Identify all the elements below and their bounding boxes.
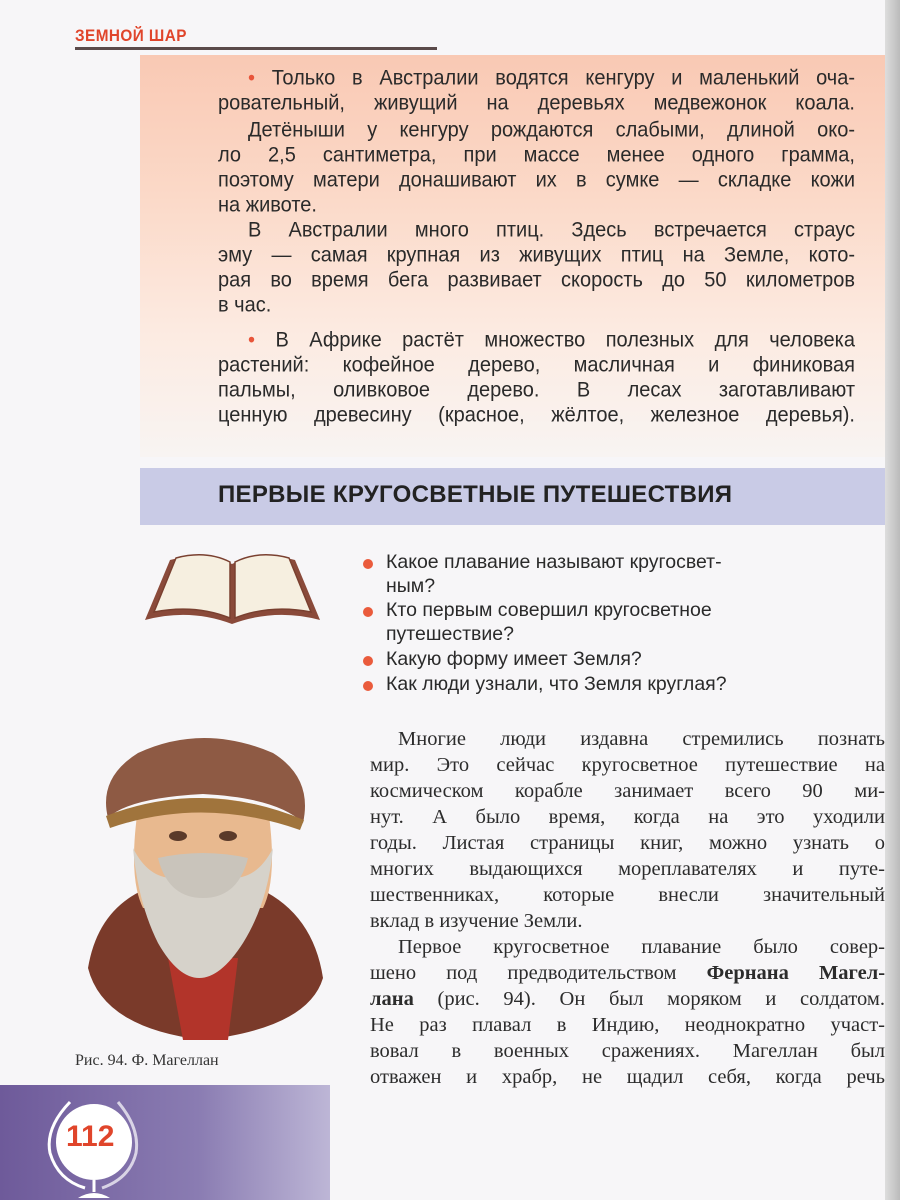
text-line: многих выдающихся мореплавателях и путе- [370, 858, 885, 880]
question-line: путешествие? [386, 623, 514, 645]
bullet-icon [363, 559, 373, 569]
text-line: рая во время бега развивает скорость до 50 километров [218, 268, 855, 292]
page-edge [885, 0, 900, 1200]
text-line: годы. Листая страницы книг, можно узнать о [370, 832, 885, 854]
text: Только в Австралии водятся кенгуру и маленький оча- [271, 66, 855, 90]
question-line: ным? [386, 575, 436, 597]
text-line: отважен и храбр, не щадил себя, когда речь [370, 1066, 885, 1088]
question-line: Какое плавание называют кругосвет- [386, 551, 722, 573]
question-line: Как люди узнали, что Земля круглая? [386, 673, 727, 695]
text-line: эму — самая крупная из живущих птиц на Земле, кото- [218, 243, 855, 267]
section-title: ПЕРВЫЕ КРУГОСВЕТНЫЕ ПУТЕШЕСТВИЯ [218, 481, 733, 508]
bullet-icon [363, 656, 373, 666]
text-line: пальмы, оливковое дерево. В лесах заготавливают [218, 378, 855, 402]
text: шено под предводительством [370, 962, 677, 984]
text-line: ло 2,5 сантиметра, при массе менее одного грамма, [218, 143, 855, 167]
magellan-portrait [68, 728, 333, 1043]
header-rule [75, 47, 437, 50]
bullet-icon [363, 681, 373, 691]
bullet-icon: • [248, 66, 272, 90]
text-line [370, 960, 885, 986]
text-line: растений: кофейное дерево, масличная и финиковая [218, 353, 855, 377]
text: (рис. 94). Он был моряком и солдатом. [437, 988, 885, 1010]
text-line: вклад в изучение Земли. [370, 910, 583, 932]
text-line: нут. А было время, когда на это уходили [370, 806, 885, 828]
text: В Африке растёт множество полезных для человека [275, 328, 855, 352]
text-line: шественниках, которые внесли значительный [370, 884, 885, 906]
text-line: Не раз плавал в Индию, неоднократно участ- [370, 1014, 885, 1036]
figure-caption: Рис. 94. Ф. Магеллан [75, 1052, 219, 1069]
text-line: В Австралии много птиц. Здесь встречается страус [248, 218, 855, 242]
page-number: 112 [66, 1120, 115, 1153]
text-line: Многие люди издавна стремились познать [398, 728, 885, 750]
question-line: Какую форму имеет Земля? [386, 648, 642, 670]
text-line [218, 65, 855, 91]
text-line: мир. Это сейчас кругосветное путешествие на [370, 754, 885, 776]
open-book-icon [140, 548, 325, 630]
question-line: Кто первым совершил кругосветное [386, 599, 712, 621]
bold-name: лана [370, 988, 414, 1010]
text-line: Детёныши у кенгуру рождаются слабыми, длиной око- [248, 118, 855, 142]
text-line: ровательный, живущий на деревьях медвежонок коала. [218, 91, 855, 115]
bullet-icon: • [248, 328, 276, 352]
bullet-icon [363, 607, 373, 617]
text-line: на животе. [218, 193, 317, 217]
text-line [370, 986, 885, 1012]
bold-name: Фернана Магел- [706, 962, 886, 984]
text-line [218, 327, 855, 353]
text-line: Первое кругосветное плавание было совер- [398, 936, 885, 958]
text-line: вовал в военных сражениях. Магеллан был [370, 1040, 885, 1062]
text-line: космическом корабле занимает всего 90 ми- [370, 780, 885, 802]
text-line: ценную древесину (красное, жёлтое, железное деревья). [218, 403, 855, 427]
running-head: ЗЕМНОЙ ШАР [75, 26, 187, 45]
text-line: поэтому матери донашивают их в сумке — складке кожи [218, 168, 855, 192]
text-line: в час. [218, 293, 272, 317]
